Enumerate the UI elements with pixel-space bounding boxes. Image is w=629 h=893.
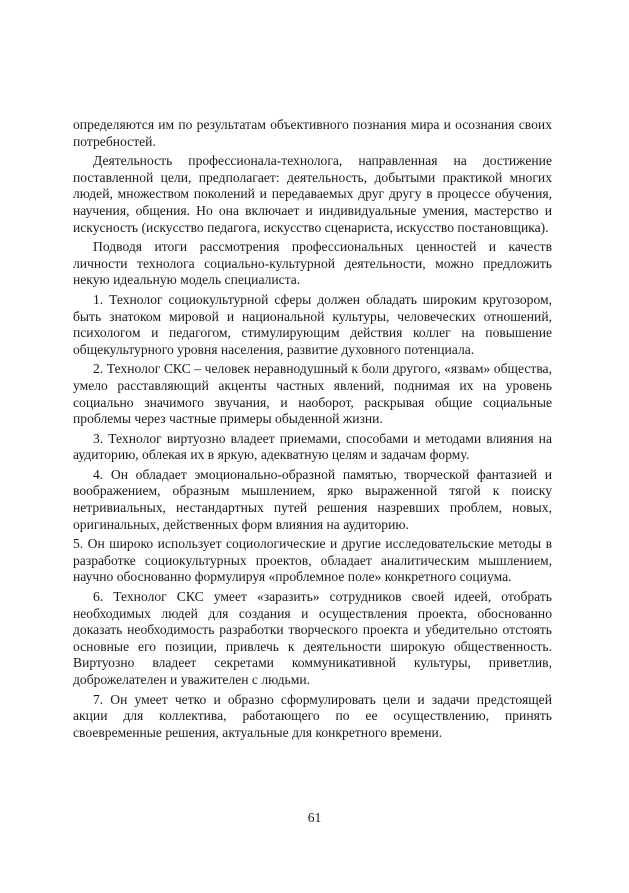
- paragraph-item-7: 7. Он умеет четко и образно сформулировать цели и задачи предстоящей акции для коллектива, работающего по ее осуществлению, принять своевременные решения, актуальные для конкретного времени.: [73, 691, 552, 740]
- paragraph-item-5: 5. Он широко использует социологические и другие исследовательские методы в разработке социокультурных проектов, обладает аналитическим мышлением, научно обоснованно формулируя «проблемное поле» конкретного социума.: [73, 536, 552, 585]
- paragraph-summary: Подводя итоги рассмотрения профессиональных ценностей и качеств личности технолога социально-культурной деятельности, можно предложить некую идеальную модель специалиста.: [73, 239, 552, 288]
- paragraph-item-2: 2. Технолог СКС – человек неравнодушный к боли другого, «язвам» общества, умело расставляющий акценты частных явлений, поднимая их на уровень социально значимого звучания, и наоборот, раскрывая общие социальные проблемы через частные примеры обыденной жизни.: [73, 361, 552, 427]
- page-number: 61: [307, 810, 322, 825]
- paragraph-item-6: 6. Технолог СКС умеет «заразить» сотрудников своей идеей, отобрать необходимых людей для создания и осуществления проекта, обоснованно доказать необходимость разработки творческого проекта и убедительно отстоять основные его позиции, привлечь к деятельности широкую общественность. Виртуозно владеет секретами коммуникативной культуры, приветлив, доброжелателен и уважителен с людьми.: [73, 589, 552, 687]
- paragraph-activity: Деятельность профессионала-технолога, направленная на достижение поставленной цели, предполагает: деятельность, добытыми практикой многих людей, множеством поколений и передаваемых друг другу в процессе обучения, научения, общения. Но она включает и индивидуальные умения, мастерство и искусность (искусство педагога, искусство сценариста, искусство постановщика).: [73, 153, 552, 235]
- body-text: [73, 117, 552, 744]
- paragraph-item-3: 3. Технолог виртуозно владеет приемами, способами и методами влияния на аудиторию, облекая их в яркую, адекватную целям и задачам форму.: [73, 430, 552, 463]
- paragraph-item-4: 4. Он обладает эмоционально-образной памятью, творческой фантазией и воображением, образным мышлением, ярко выраженной тягой к поиску нетривиальных, нестандартных путей решения назревших проблем, новых, оригинальных, действенных форм влияния на аудиторию.: [73, 466, 552, 532]
- paragraph-item-1: 1. Технолог социокультурной сферы должен обладать широким кругозором, быть знатоком мировой и национальной культуры, человеческих отношений, психологом и педагогом, стимулирующим действия коллег на повышение общекультурного уровня населения, развитие духовного потенциала.: [73, 291, 552, 357]
- paragraph-continuation: определяются им по результатам объективного познания мира и осознания своих потребностей.: [73, 117, 552, 149]
